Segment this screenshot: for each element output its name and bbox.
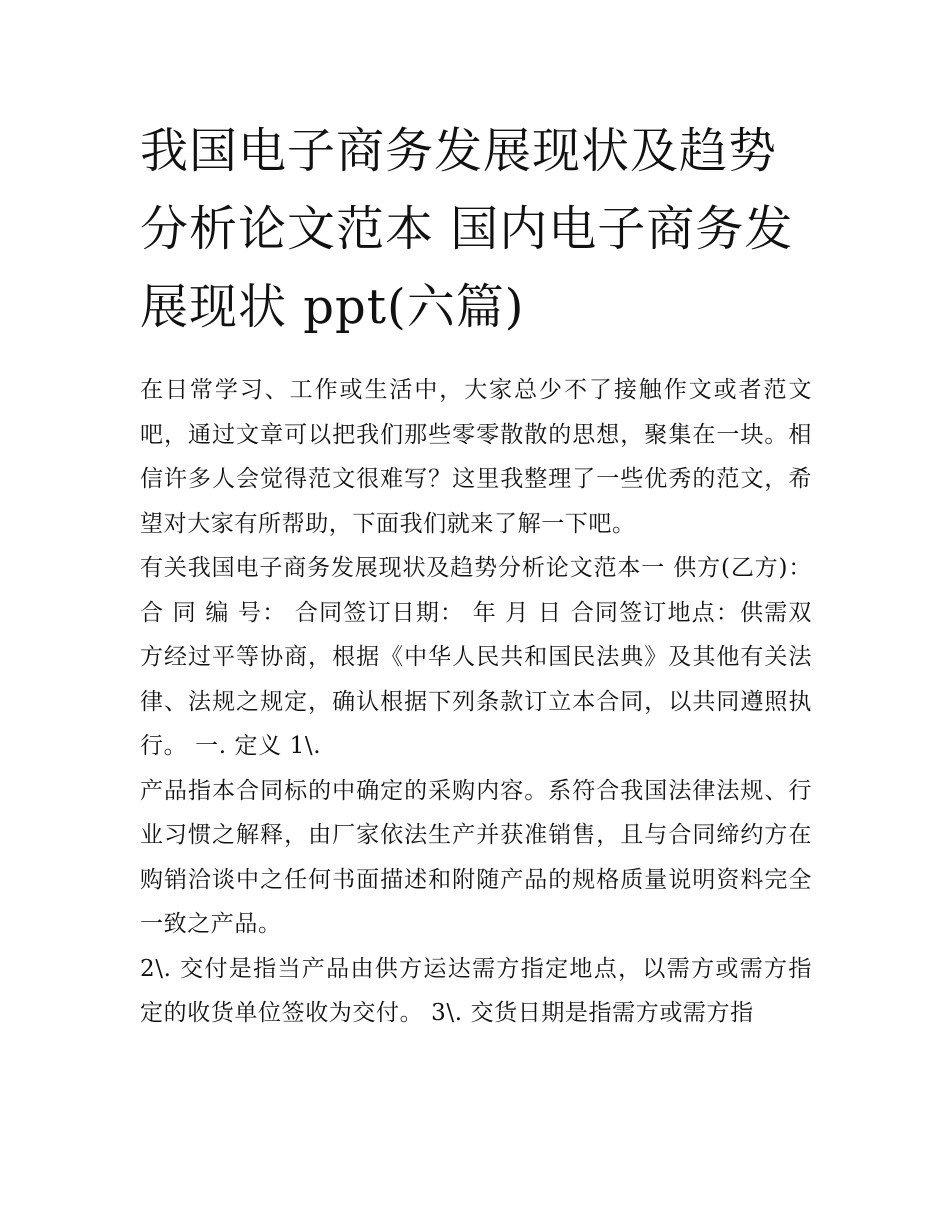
paragraph-delivery-definition: 2\. 交付是指当产品由供方运达需方指定地点，以需方或需方指定的收货单位签收为交付。 3\. 交货日期是指需方或需方指	[140, 955, 812, 1026]
document-title: 我国电子商务发展现状及趋势分析论文范本 国内电子商务发展现状 ppt(六篇)	[140, 123, 794, 335]
paragraph-intro: 在日常学习、工作或生活中，大家总少不了接触作文或者范文吧，通过文章可以把我们那些零零散散的思想，聚集在一块。相信许多人会觉得范文很难写？这里我整理了一些优秀的范文，希望对大家有所帮助，下面我们就来了解一下吧。	[140, 377, 812, 537]
document-body	[140, 368, 812, 1036]
paragraph-contract-header: 有关我国电子商务发展现状及趋势分析论文范本一 供方(乙方)： 合 同 编 号： 合同签订日期： 年 月 日 合同签订地点：供需双方经过平等协商，根据《中华人民共和国民法典》及其他有关法律、法规之规定，确认根据下列条款订立本合同，以共同遵照执行。 一. 定义 1\.	[140, 555, 812, 759]
document-content	[140, 112, 812, 1036]
paragraph-product-definition: 产品指本合同标的中确定的采购内容。系符合我国法律法规、行业习惯之解释，由厂家依法生产并获准销售，且与合同缔约方在购销洽谈中之任何书面描述和附随产品的规格质量说明资料完全一致之产品。	[140, 777, 812, 937]
